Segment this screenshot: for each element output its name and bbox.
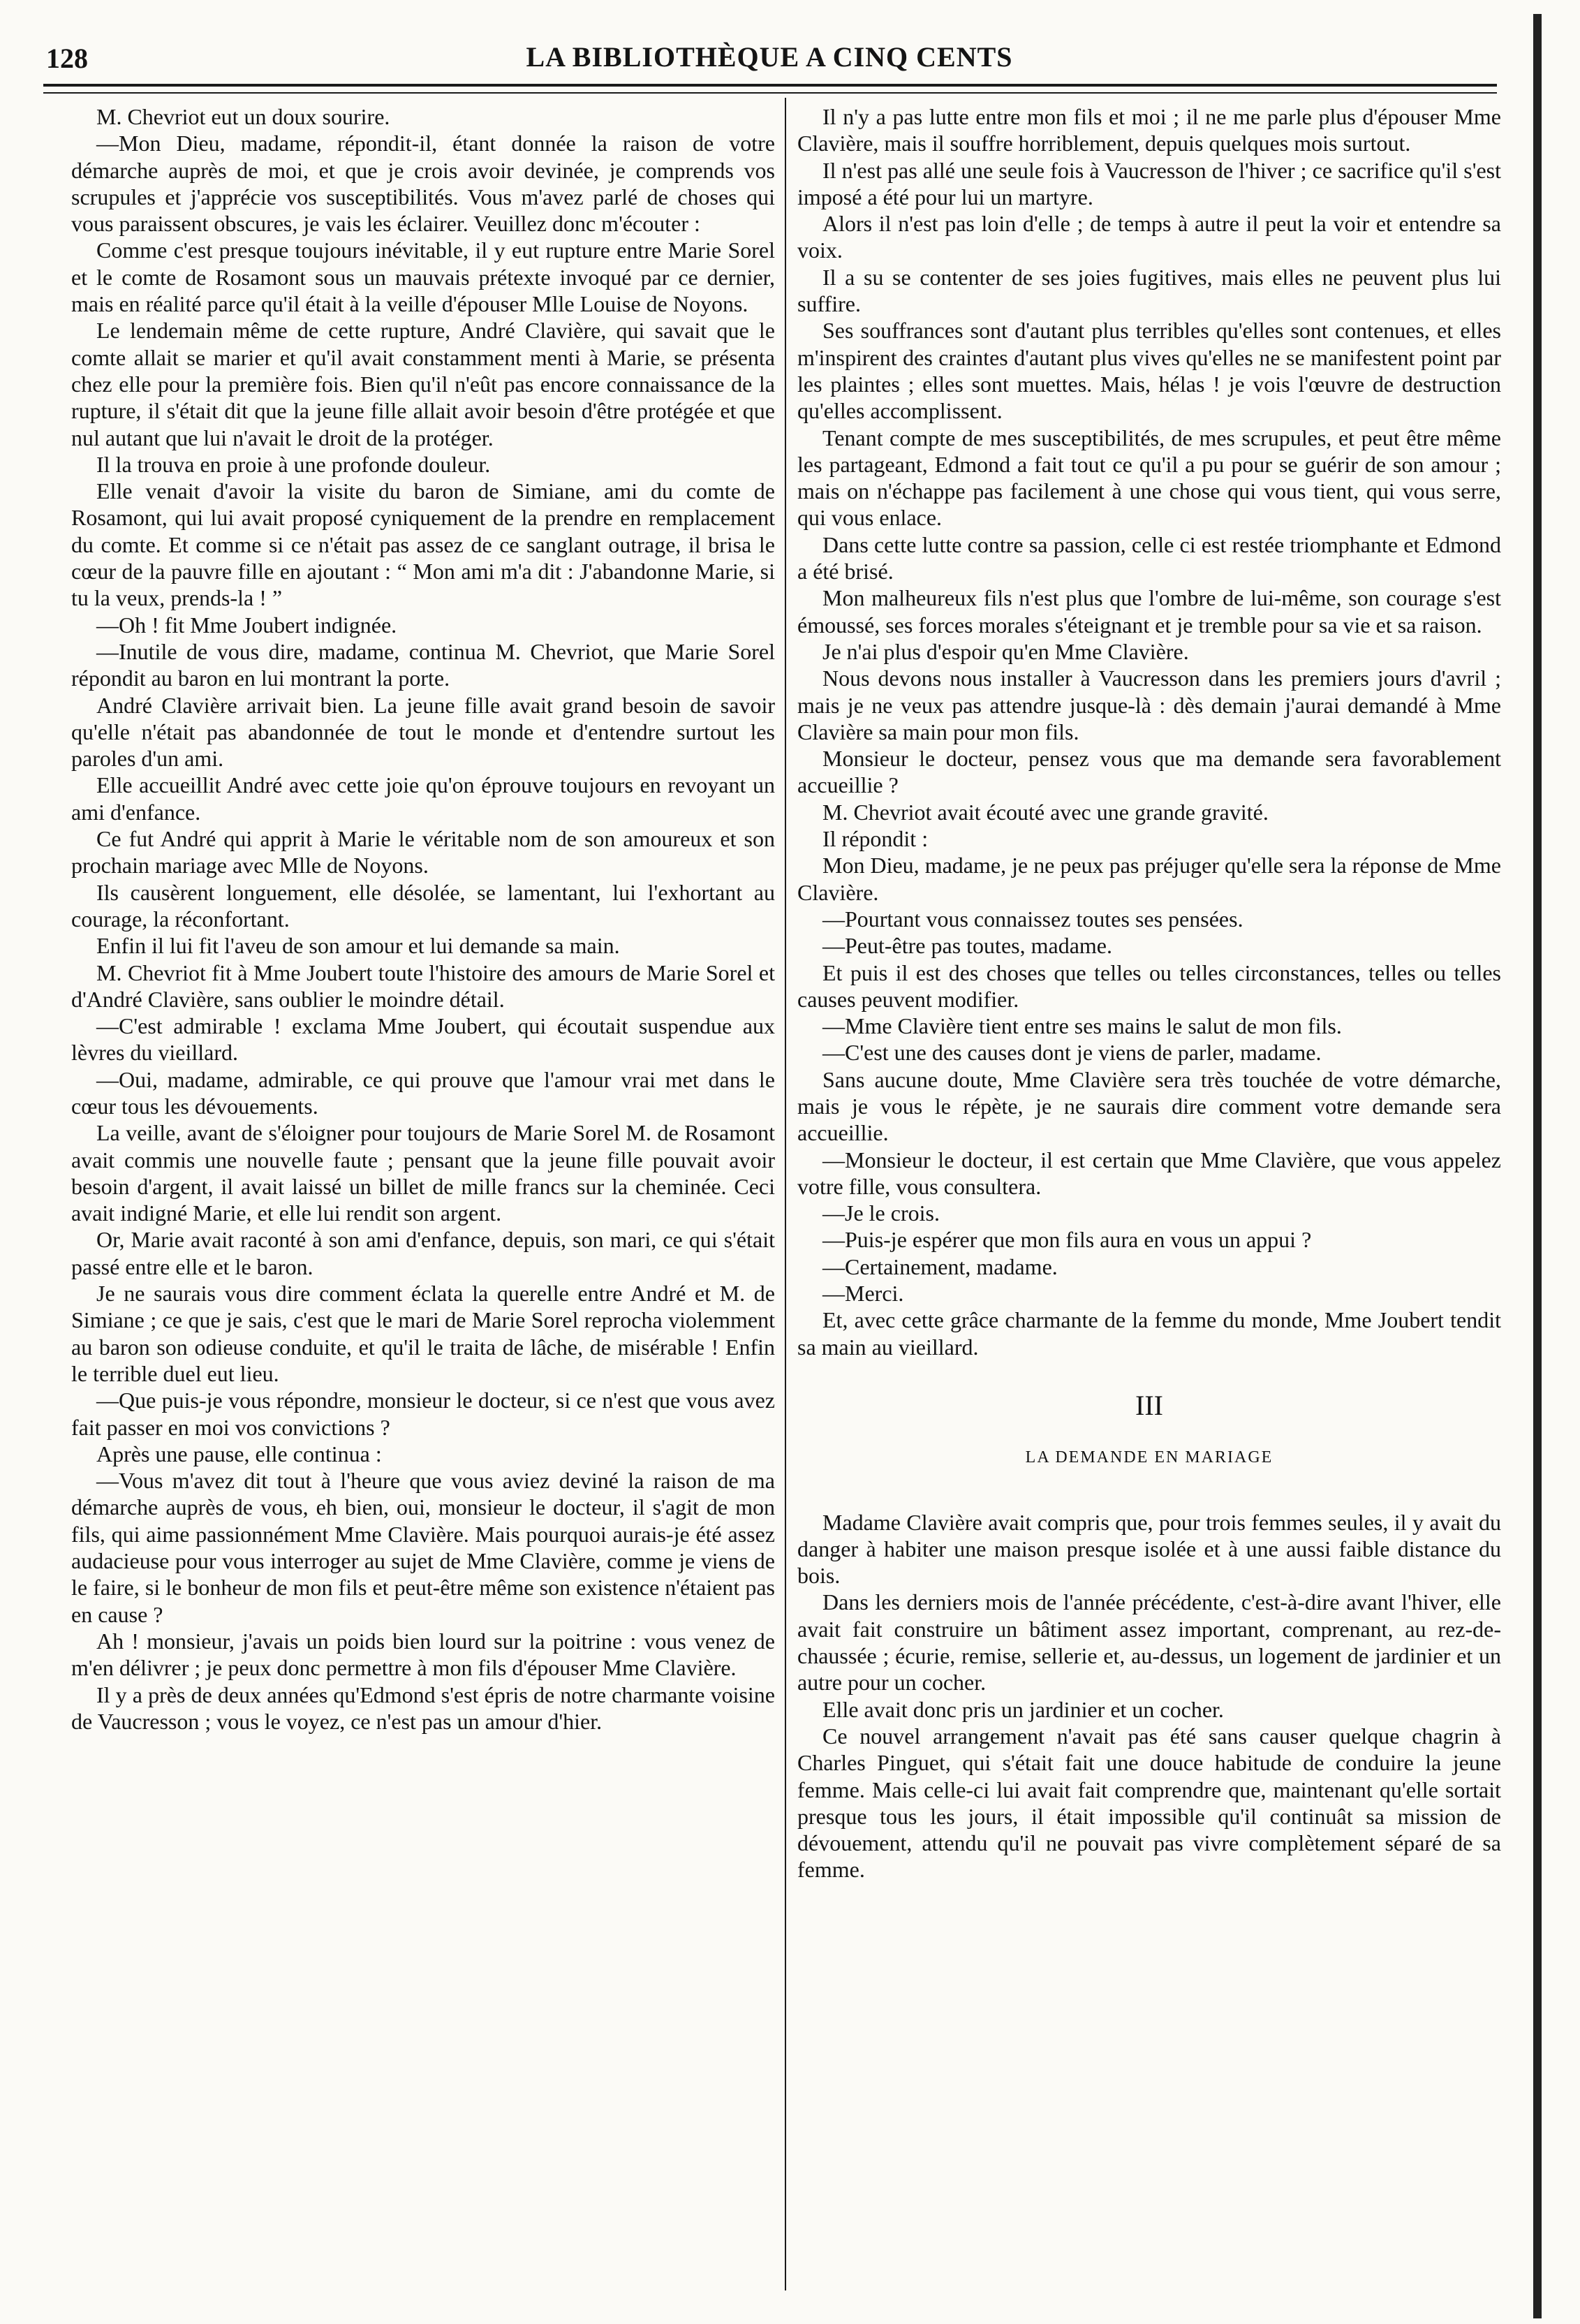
paragraph: Dans cette lutte contre sa passion, celle ci est restée triomphante et Edmond a été brisé. (797, 531, 1501, 584)
paragraph: Je n'ai plus d'espoir qu'en Mme Clavière. (822, 638, 1189, 664)
paragraph: Il n'est pas allé une seule fois à Vaucresson de l'hiver ; ce sacrifice qu'il s'est imposé a été pour lui un martyre. (797, 157, 1501, 209)
paragraph: Il a su se contenter de ses joies fugitives, mais elles ne peuvent plus lui suffire. (797, 264, 1501, 317)
paragraph: Ce nouvel arrangement n'avait pas été sans causer quelque chagrin à Charles Pinguet, qui s'était fait une douce habitude de conduire la jeune femme. Mais celle-ci lui avait fait comprendre que, maintenant qu'elle sortait presque tous les jours, il était impossible qu'il continuât sa mission de dévouement, attendu qu'il ne pouvait pas vivre complètement séparé de sa femme. (797, 1723, 1501, 1883)
chapter-title: LA DEMANDE EN MARIAGE (1025, 1448, 1273, 1467)
paragraph: M. Chevriot avait écouté avec une grande gravité. (822, 799, 1269, 825)
paragraph: —Oui, madame, admirable, ce qui prouve que l'amour vrai met dans le cœur tous les dévouements. (71, 1066, 775, 1119)
paragraph: Elle venait d'avoir la visite du baron de Simiane, ami du comte de Rosamont, qui lui avait proposé cyniquement de la prendre en remplacement du comte. Et comme si ce n'était pas assez de ce sanglant outrage, il brisa le cœur de la pauvre fille en ajoutant : “ Mon ami m'a dit : J'abandonne Marie, si tu la veux, prends-la ! ” (71, 478, 775, 611)
paragraph: Ah ! monsieur, j'avais un poids bien lourd sur la poitrine : vous venez de m'en délivrer ; je peux donc permettre à mon fils d'épouser Mme Clavière. (71, 1628, 775, 1681)
right-column (797, 103, 1501, 2268)
page-number: 128 (46, 43, 88, 74)
paragraph: Et puis il est des choses que telles ou telles circonstances, telles ou telles causes peuvent modifier. (797, 959, 1501, 1012)
left-column (71, 103, 775, 2268)
paragraph: —Mme Clavière tient entre ses mains le salut de mon fils. (822, 1013, 1342, 1039)
page-header (43, 36, 1496, 78)
header-rule-thin (43, 92, 1497, 94)
paragraph: Il y a près de deux années qu'Edmond s'est épris de notre charmante voisine de Vaucresson ; vous le voyez, ce n'est pas un amour d'hier. (71, 1682, 775, 1734)
paragraph: Or, Marie avait raconté à son ami d'enfance, depuis, son mari, ce qui s'était passé entre elle et le baron. (71, 1227, 775, 1279)
paragraph: Ils causèrent longuement, elle désolée, se lamentant, lui l'exhortant au courage, la réconfortant. (71, 879, 775, 932)
paragraph: Elle avait donc pris un jardinier et un cocher. (822, 1696, 1224, 1722)
paragraph: Enfin il lui fit l'aveu de son amour et lui demande sa main. (96, 933, 620, 959)
paragraph: Ses souffrances sont d'autant plus terribles qu'elles sont contenues, et elles m'inspirent des craintes d'autant plus vives qu'elles ne se manifestent point par les plaintes ; elles sont muettes. Mais, hélas ! je vois l'œuvre de destruction qu'elles accomplissent. (797, 318, 1501, 424)
paragraph: —Pourtant vous connaissez toutes ses pensées. (822, 906, 1243, 932)
paragraph: —Que puis-je vous répondre, monsieur le docteur, si ce n'est que vous avez fait passer en moi vos convictions ? (71, 1388, 775, 1440)
paragraph: Ce fut André qui apprit à Marie le véritable nom de son amoureux et son prochain mariage avec Mlle de Noyons. (71, 826, 775, 878)
paragraph: Il la trouva en proie à une profonde douleur. (96, 451, 491, 477)
running-title: LA BIBLIOTHÈQUE A CINQ CENTS (526, 41, 1013, 73)
paragraph: —Puis-je espérer que mon fils aura en vous un appui ? (822, 1227, 1312, 1253)
paragraph: —Merci. (822, 1281, 904, 1307)
paragraph: Alors il n'est pas loin d'elle ; de temps à autre il peut la voir et entendre sa voix. (797, 211, 1501, 263)
paragraph: M. Chevriot fit à Mme Joubert toute l'histoire des amours de Marie Sorel et d'André Clavière, sans oublier le moindre détail. (71, 959, 775, 1012)
column-divider (785, 98, 786, 2290)
paragraph: —Monsieur le docteur, il est certain que Mme Clavière, que vous appelez votre fille, vous consultera. (797, 1147, 1501, 1199)
paragraph: Il répondit : (822, 826, 929, 852)
paragraph: Madame Clavière avait compris que, pour trois femmes seules, il y avait du danger à habiter une maison presque isolée et à une aussi faible distance du bois. (797, 1509, 1501, 1589)
paragraph: Dans les derniers mois de l'année précédente, c'est-à-dire avant l'hiver, elle avait fait construire un bâtiment assez important, comprenant, au rez-de-chaussée ; écurie, remise, sellerie et, au-dessus, un logement de jardinier et un autre pour un cocher. (797, 1589, 1501, 1696)
paragraph: Mon malheureux fils n'est plus que l'ombre de lui-même, son courage s'est émoussé, ses forces morales s'éteignant et je tremble pour sa vie et sa raison. (797, 585, 1501, 638)
paragraph: La veille, avant de s'éloigner pour toujours de Marie Sorel M. de Rosamont avait commis une nouvelle faute ; pensant que la jeune fille pouvait avoir besoin d'argent, il avait laissé un billet de mille francs sur la cheminée. Ceci avait indigné Marie, et elle lui rendit son argent. (71, 1120, 775, 1226)
header-rule-thick (43, 84, 1497, 87)
paragraph: Sans aucune doute, Mme Clavière sera très touchée de votre démarche, mais je vous le répète, je ne saurais dire comment votre demande sera accueillie. (797, 1066, 1501, 1146)
paragraph: —Peut-être pas toutes, madame. (822, 933, 1112, 959)
paragraph: —Inutile de vous dire, madame, continua M. Chevriot, que Marie Sorel répondit au baron en lui montrant la porte. (71, 638, 775, 691)
paragraph: André Clavière arrivait bien. La jeune fille avait grand besoin de savoir qu'elle n'était pas abandonnée de tout le monde et d'entendre surtout les paroles d'un ami. (71, 692, 775, 772)
chapter-number: III (1135, 1389, 1163, 1421)
paragraph: Et, avec cette grâce charmante de la femme du monde, Mme Joubert tendit sa main au vieillard. (797, 1307, 1501, 1360)
paragraph: —Certainement, madame. (822, 1253, 1058, 1279)
paragraph: Après une pause, elle continua : (96, 1441, 382, 1466)
paragraph: Comme c'est presque toujours inévitable, il y eut rupture entre Marie Sorel et le comte de Rosamont sous un mauvais prétexte invoqué par ce dernier, mais en réalité parce qu'il était à la veille d'épouser Mlle Louise de Noyons. (71, 237, 775, 317)
paragraph: M. Chevriot eut un doux sourire. (96, 104, 390, 129)
paragraph: —Je le crois. (822, 1200, 940, 1226)
paragraph: —Oh ! fit Mme Joubert indignée. (96, 612, 397, 638)
paragraph: —Mon Dieu, madame, répondit-il, étant donnée la raison de votre démarche auprès de moi, et que je crois avoir devinée, je comprends vos scrupules et j'apprécie vos susceptibilités. Vous m'avez parlé de choses qui vous paraissent obscures, je vais les éclairer. Veuillez donc m'écouter : (71, 131, 775, 237)
paragraph: —C'est une des causes dont je viens de parler, madame. (822, 1040, 1322, 1066)
paragraph: Nous devons nous installer à Vaucresson dans les premiers jours d'avril ; mais je ne veux pas attendre jusque-là : dès demain j'aurai demandé à Mme Clavière sa main pour mon fils. (797, 665, 1501, 744)
page-edge-shadow (1533, 14, 1542, 2318)
paragraph: Il n'y a pas lutte entre mon fils et moi ; il ne me parle plus d'épouser Mme Clavière, mais il souffre horriblement, depuis quelques mois surtout. (797, 104, 1501, 156)
paragraph: —Vous m'avez dit tout à l'heure que vous aviez deviné la raison de ma démarche auprès de vous, eh bien, oui, monsieur le docteur, il s'agit de mon fils, qui aime passionnément Mme Clavière. Mais pourquoi aurais-je été assez audacieuse pour vous interroger au sujet de Mme Clavière, comme je viens de le faire, si le bonheur de mon fils et peut-être même son existence n'étaient pas en cause ? (71, 1468, 775, 1627)
paragraph: Tenant compte de mes susceptibilités, de mes scrupules, et peut être même les partageant, Edmond a fait tout ce qu'il a pu pour se guérir de son amour ; mais on n'échappe pas facilement à une chose qui vous tient, qui vous serre, qui vous enlace. (797, 425, 1501, 531)
paragraph: Elle accueillit André avec cette joie qu'on éprouve toujours en revoyant un ami d'enfance. (71, 772, 775, 825)
paragraph: Le lendemain même de cette rupture, André Clavière, qui savait que le comte allait se marier et qu'il avait constamment menti à Marie, se présenta chez elle pour la première fois. Bien qu'il n'eût pas encore connaissance de la rupture, il s'était dit que la jeune fille allait avoir besoin d'être protégée et que nul autant que lui n'avait le droit de la protéger. (71, 318, 775, 450)
paragraph: Je ne saurais vous dire comment éclata la querelle entre André et M. de Simiane ; ce que je sais, c'est que le mari de Marie Sorel reprocha violemment au baron son odieuse conduite, et qu'il le traita de lâche, de misérable ! Enfin le terrible duel eut lieu. (71, 1281, 775, 1386)
paragraph: Monsieur le docteur, pensez vous que ma demande sera favorablement accueillie ? (797, 746, 1501, 798)
paragraph: Mon Dieu, madame, je ne peux pas préjuger qu'elle sera la réponse de Mme Clavière. (797, 853, 1501, 905)
paragraph: —C'est admirable ! exclama Mme Joubert, qui écoutait suspendue aux lèvres du vieillard. (71, 1013, 775, 1066)
